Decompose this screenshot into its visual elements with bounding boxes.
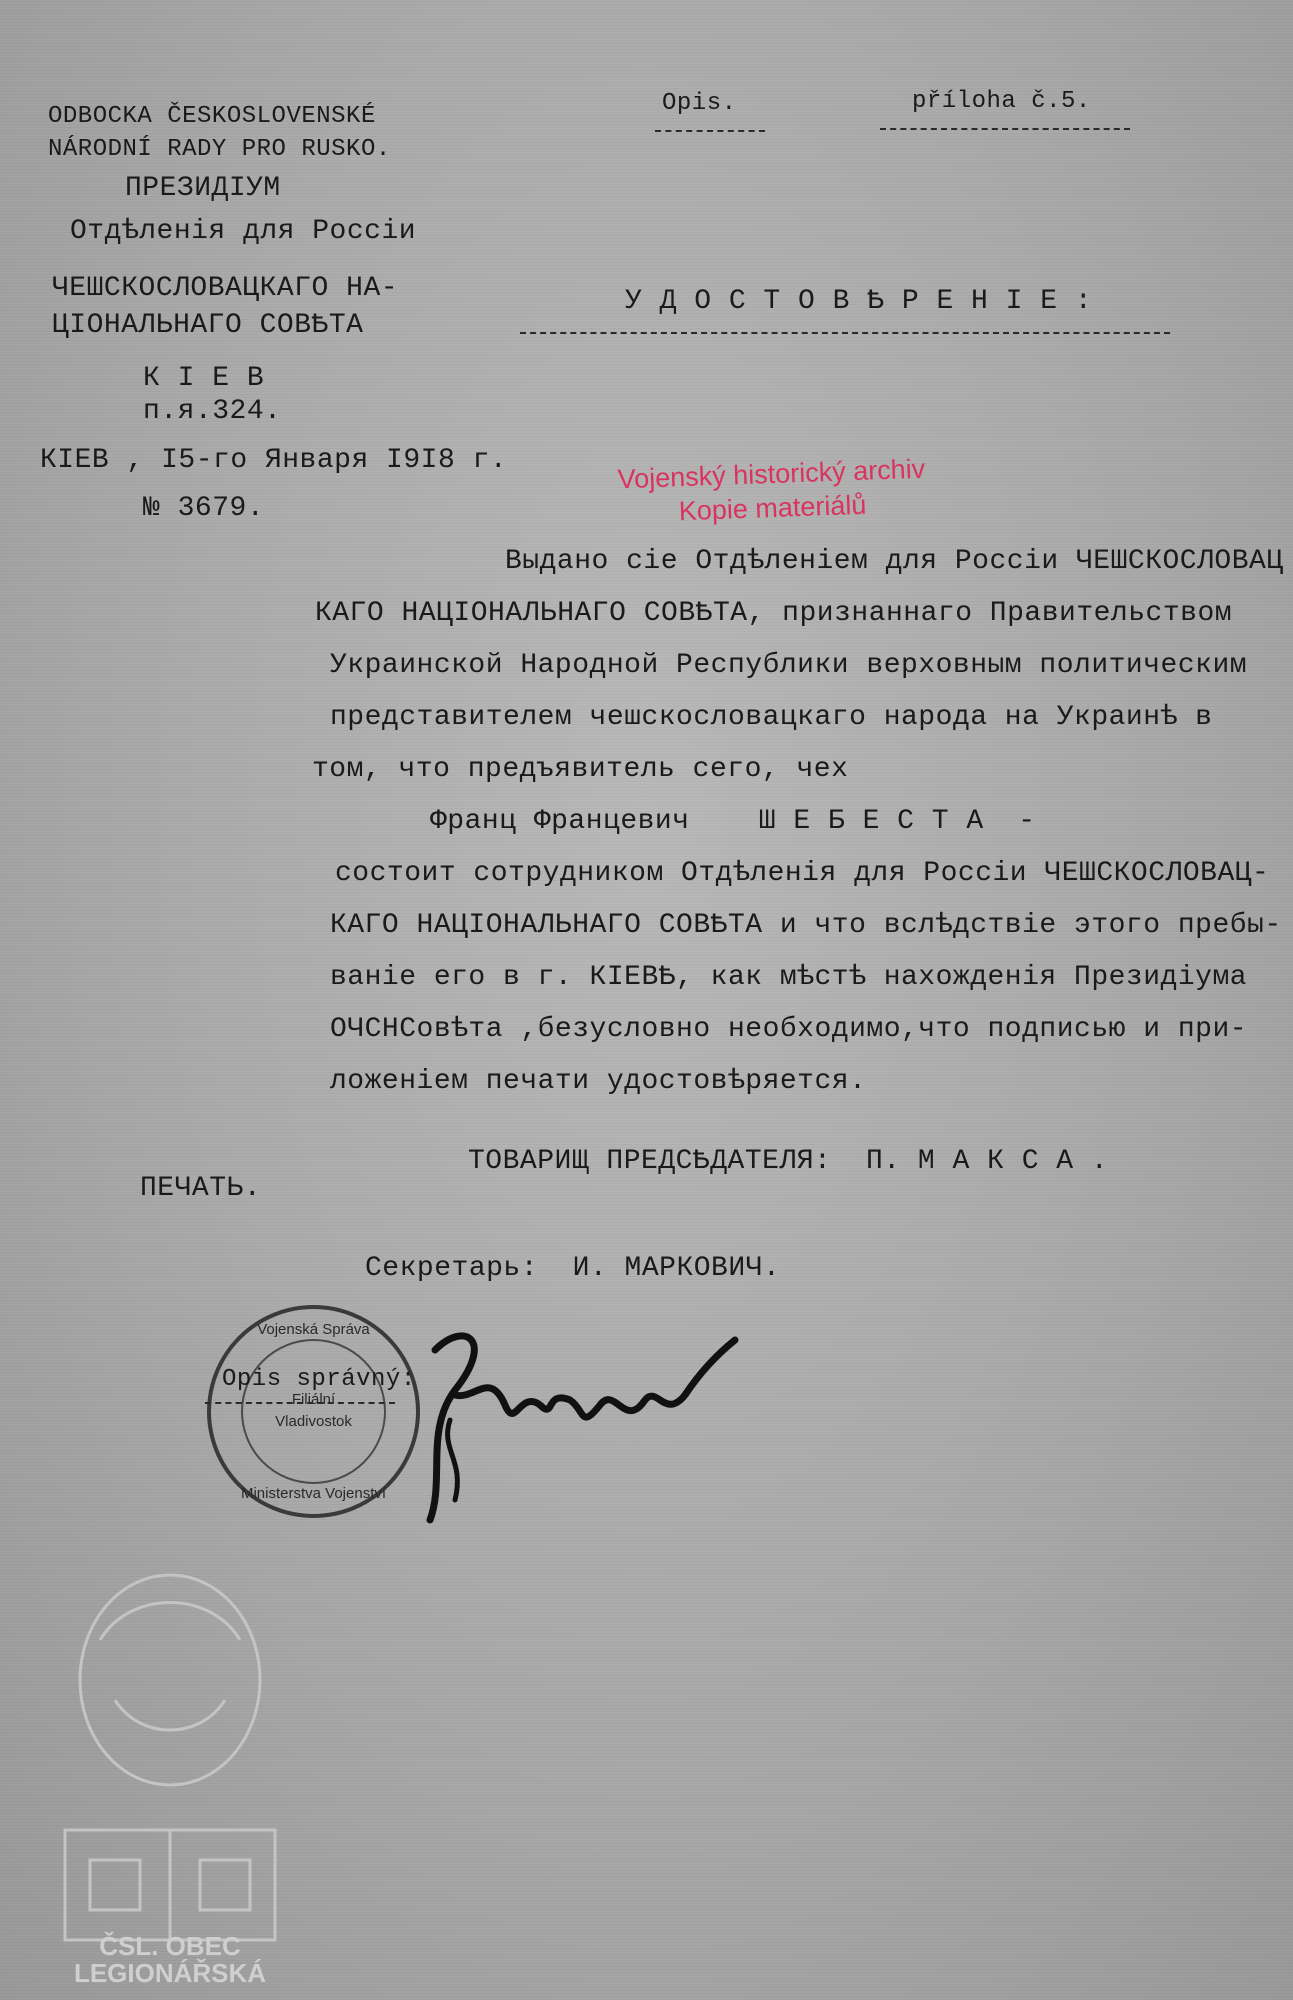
header-city: К I Е В <box>143 363 265 394</box>
body-line-3: Украинской Народной Республики верховным политическим <box>330 650 1248 681</box>
seal-text-bottom: Ministerstva Vojenství <box>240 1485 387 1502</box>
header-org-czech-2: NÁRODNÍ RADY PRO RUSKO. <box>48 136 391 163</box>
seal-text-middle-2: Vladivostok <box>275 1413 352 1430</box>
title-underline <box>520 332 1170 334</box>
header-council-2: ЦIОНАЛЬНАГО СОВѢТА <box>52 310 364 341</box>
archive-stamp-line1: Vojenský historický archiv <box>617 453 926 495</box>
header-presidium: ПРЕЗИДIУМ <box>125 173 281 204</box>
body-line-8: ванiе его в г. КIЕВѢ, как мѣстѣ нахожденія Президiума <box>330 962 1248 993</box>
seal-text-top: Vojenská Správa <box>257 1321 370 1338</box>
header-number: № 3679. <box>143 493 265 524</box>
priloha-label: příloha č.5. <box>912 88 1091 115</box>
document-title: У Д О С Т О В Ѣ Р Е Н I Е : <box>625 286 1093 317</box>
body-line-4: представителем чешскословацкаго народа на Украинѣ в <box>330 702 1213 733</box>
body-line-2: КАГО НАЦIОНАЛЬНАГО СОВѢТА, признаннаго Правительством <box>315 598 1233 629</box>
body-line-9: ОЧСНСовѣта ,безусловно необходимо,что подписью и при- <box>330 1014 1248 1045</box>
body-line-5: том, что предъявитель сего, чех <box>312 754 849 785</box>
deputy-chairman-line: ТОВАРИЩ ПРЕДСѢДАТЕЛЯ: П. М А К С А . <box>468 1146 1109 1177</box>
body-line-1: Выдано сіе Отдѣленіем для Россiи ЧЕШСКОСЛОВАЦ <box>505 546 1284 577</box>
emblem-text-1: ČSL. OBEC <box>99 1931 241 1961</box>
legion-emblem <box>20 1530 320 1990</box>
header-date: КIЕВ , I5-го Января I9I8 г. <box>40 445 508 476</box>
body-line-6: состоит сотрудником Отдѣленiя для Россiи ЧЕШСКОСЛОВАЦ- <box>335 858 1270 889</box>
body-line-10: ложенiем печати удостовѣряется. <box>330 1066 867 1097</box>
header-po-box: п.я.324. <box>143 396 282 427</box>
opis-spravny-label: Opis správný: <box>222 1366 416 1393</box>
handwritten-signature <box>395 1310 755 1540</box>
seal-label: ПЕЧАТЬ. <box>140 1173 262 1204</box>
archive-stamp-line2: Kopie materiálů <box>678 489 867 527</box>
round-seal <box>207 1305 420 1518</box>
priloha-underline <box>880 128 1130 130</box>
opis-spravny-underline <box>205 1402 395 1404</box>
holder-name: Франц Францевич Ш Е Б Е С Т А - <box>430 806 1036 837</box>
body-line-7: КАГО НАЦIОНАЛЬНАГО СОВѢТА и что вслѣдствiе этого пребы- <box>330 910 1282 941</box>
round-seal-inner-ring <box>241 1339 386 1484</box>
header-department: Отдѣленія для Россіи <box>70 216 417 247</box>
emblem-text-2: LEGIONÁŘSKÁ <box>73 1958 267 1988</box>
archive-stamp <box>591 451 953 532</box>
seal-text-middle-1: Filiální <box>291 1391 336 1408</box>
secretary-line: Секретарь: И. МАРКОВИЧ. <box>365 1253 781 1284</box>
opis-label: Opis. <box>662 90 737 117</box>
header-org-czech-1: ODBOCKA ČESKOSLOVENSKÉ <box>48 103 376 130</box>
header-council-1: ЧЕШСКОСЛОВАЦКАГО НА- <box>52 273 399 304</box>
opis-underline <box>655 130 765 132</box>
